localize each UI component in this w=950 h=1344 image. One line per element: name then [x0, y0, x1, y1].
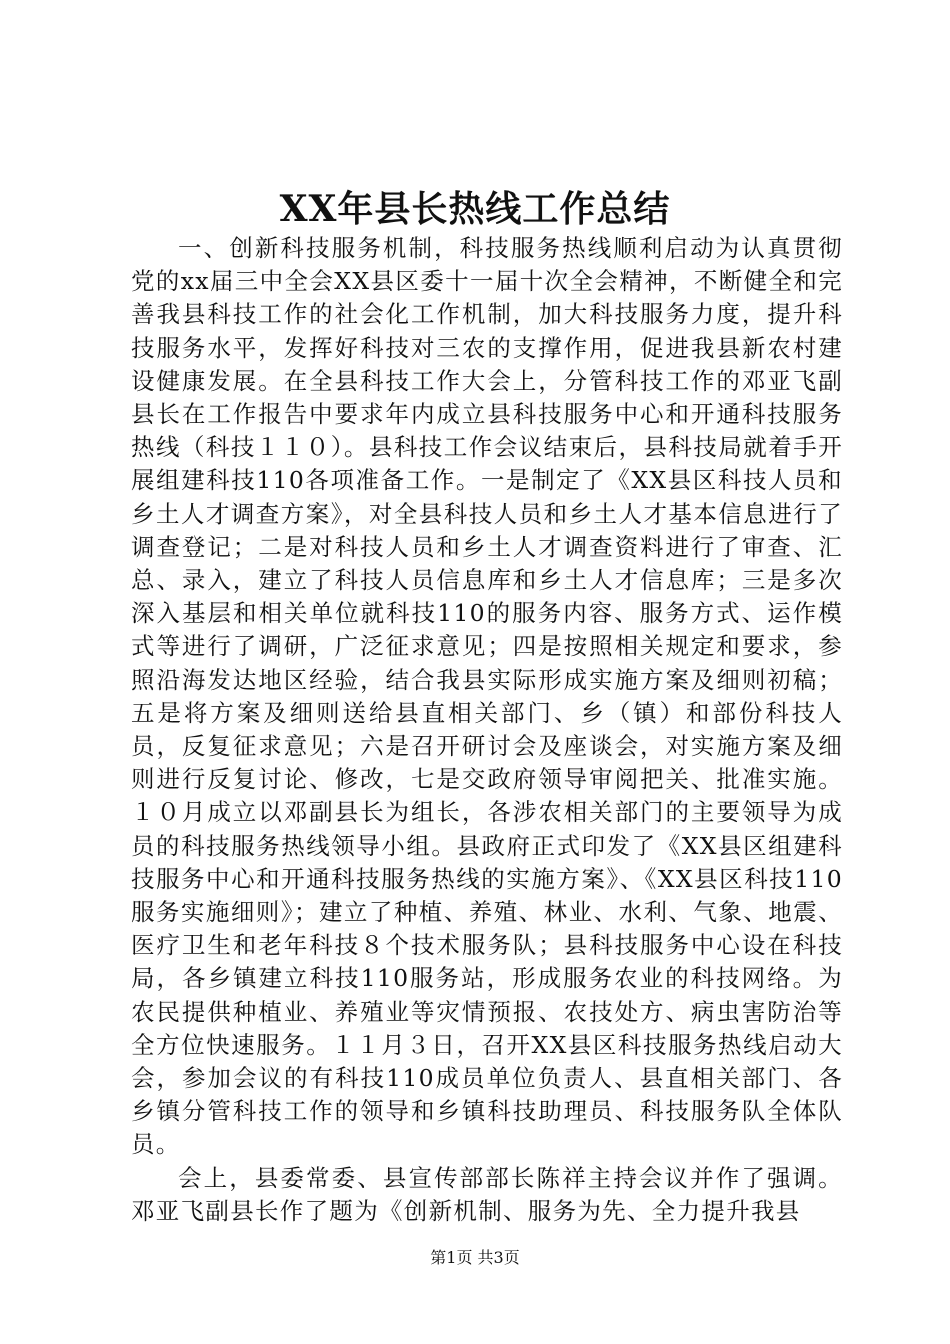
page-footer: 第1页 共3页 [430, 1248, 520, 1267]
document-body [131, 232, 843, 1228]
paragraph-2: 会上，县委常委、县宣传部部长陈祥主持会议并作了强调。邓亚飞副县长作了题为《创新机制、服务为先、全力提升我县 [131, 1163, 843, 1225]
paragraph-1: 一、创新科技服务机制，科技服务热线顺利启动为认真贯彻党的xx届三中全会XX县区委十一届十次全会精神，不断健全和完善我县科技工作的社会化工作机制，加大科技服务力度，提升科技服务水平，发挥好科技对三农的支撑作用，促进我县新农村建设健康发展。在全县科技工作大会上，分管科技工作的邓亚飞副县长在工作报告中要求年内成立县科技服务中心和开通科技服务热线（科技１１０）。县科技工作会议结束后，县科技局就着手开展组建科技110各项准备工作。一是制定了《XX县区科技人员和乡土人才调查方案》，对全县科技人员和乡土人才基本信息进行了调查登记；二是对科技人员和乡土人才调查资料进行了审查、汇总、录入，建立了科技人员信息库和乡土人才信息库；三是多次深入基层和相关单位就科技110的服务内容、服务方式、运作模式等进行了调研，广泛征求意见；四是按照相关规定和要求，参照沿海发达地区经验，结合我县实际形成实施方案及细则初稿；五是将方案及细则送给县直相关部门、乡（镇）和部份科技人员，反复征求意见；六是召开研讨会及座谈会，对实施方案及细则进行反复讨论、修改，七是交政府领导审阅把关、批准实施。１０月成立以邓副县长为组长，各涉农相关部门的主要领导为成员的科技服务热线领导小组。县政府正式印发了《XX县区组建科技服务中心和开通科技服务热线的实施方案》、《XX县区科技110服务实施细则》；建立了种植、养殖、林业、水利、气象、地震、医疗卫生和老年科技８个技术服务队；县科技服务中心设在科技局，各乡镇建立科技110服务站，形成服务农业的科技网络。为农民提供种植业、养殖业等灾情预报、农技处方、病虫害防治等全方位快速服务。１１月３日，召开XX县区科技服务热线启动大会，参加会议的有科技110成员单位负责人、县直相关部门、各乡镇分管科技工作的领导和乡镇科技助理员、科技服务队全体队员。 [131, 234, 843, 1159]
document-title: XX年县长热线工作总结 [279, 188, 671, 230]
